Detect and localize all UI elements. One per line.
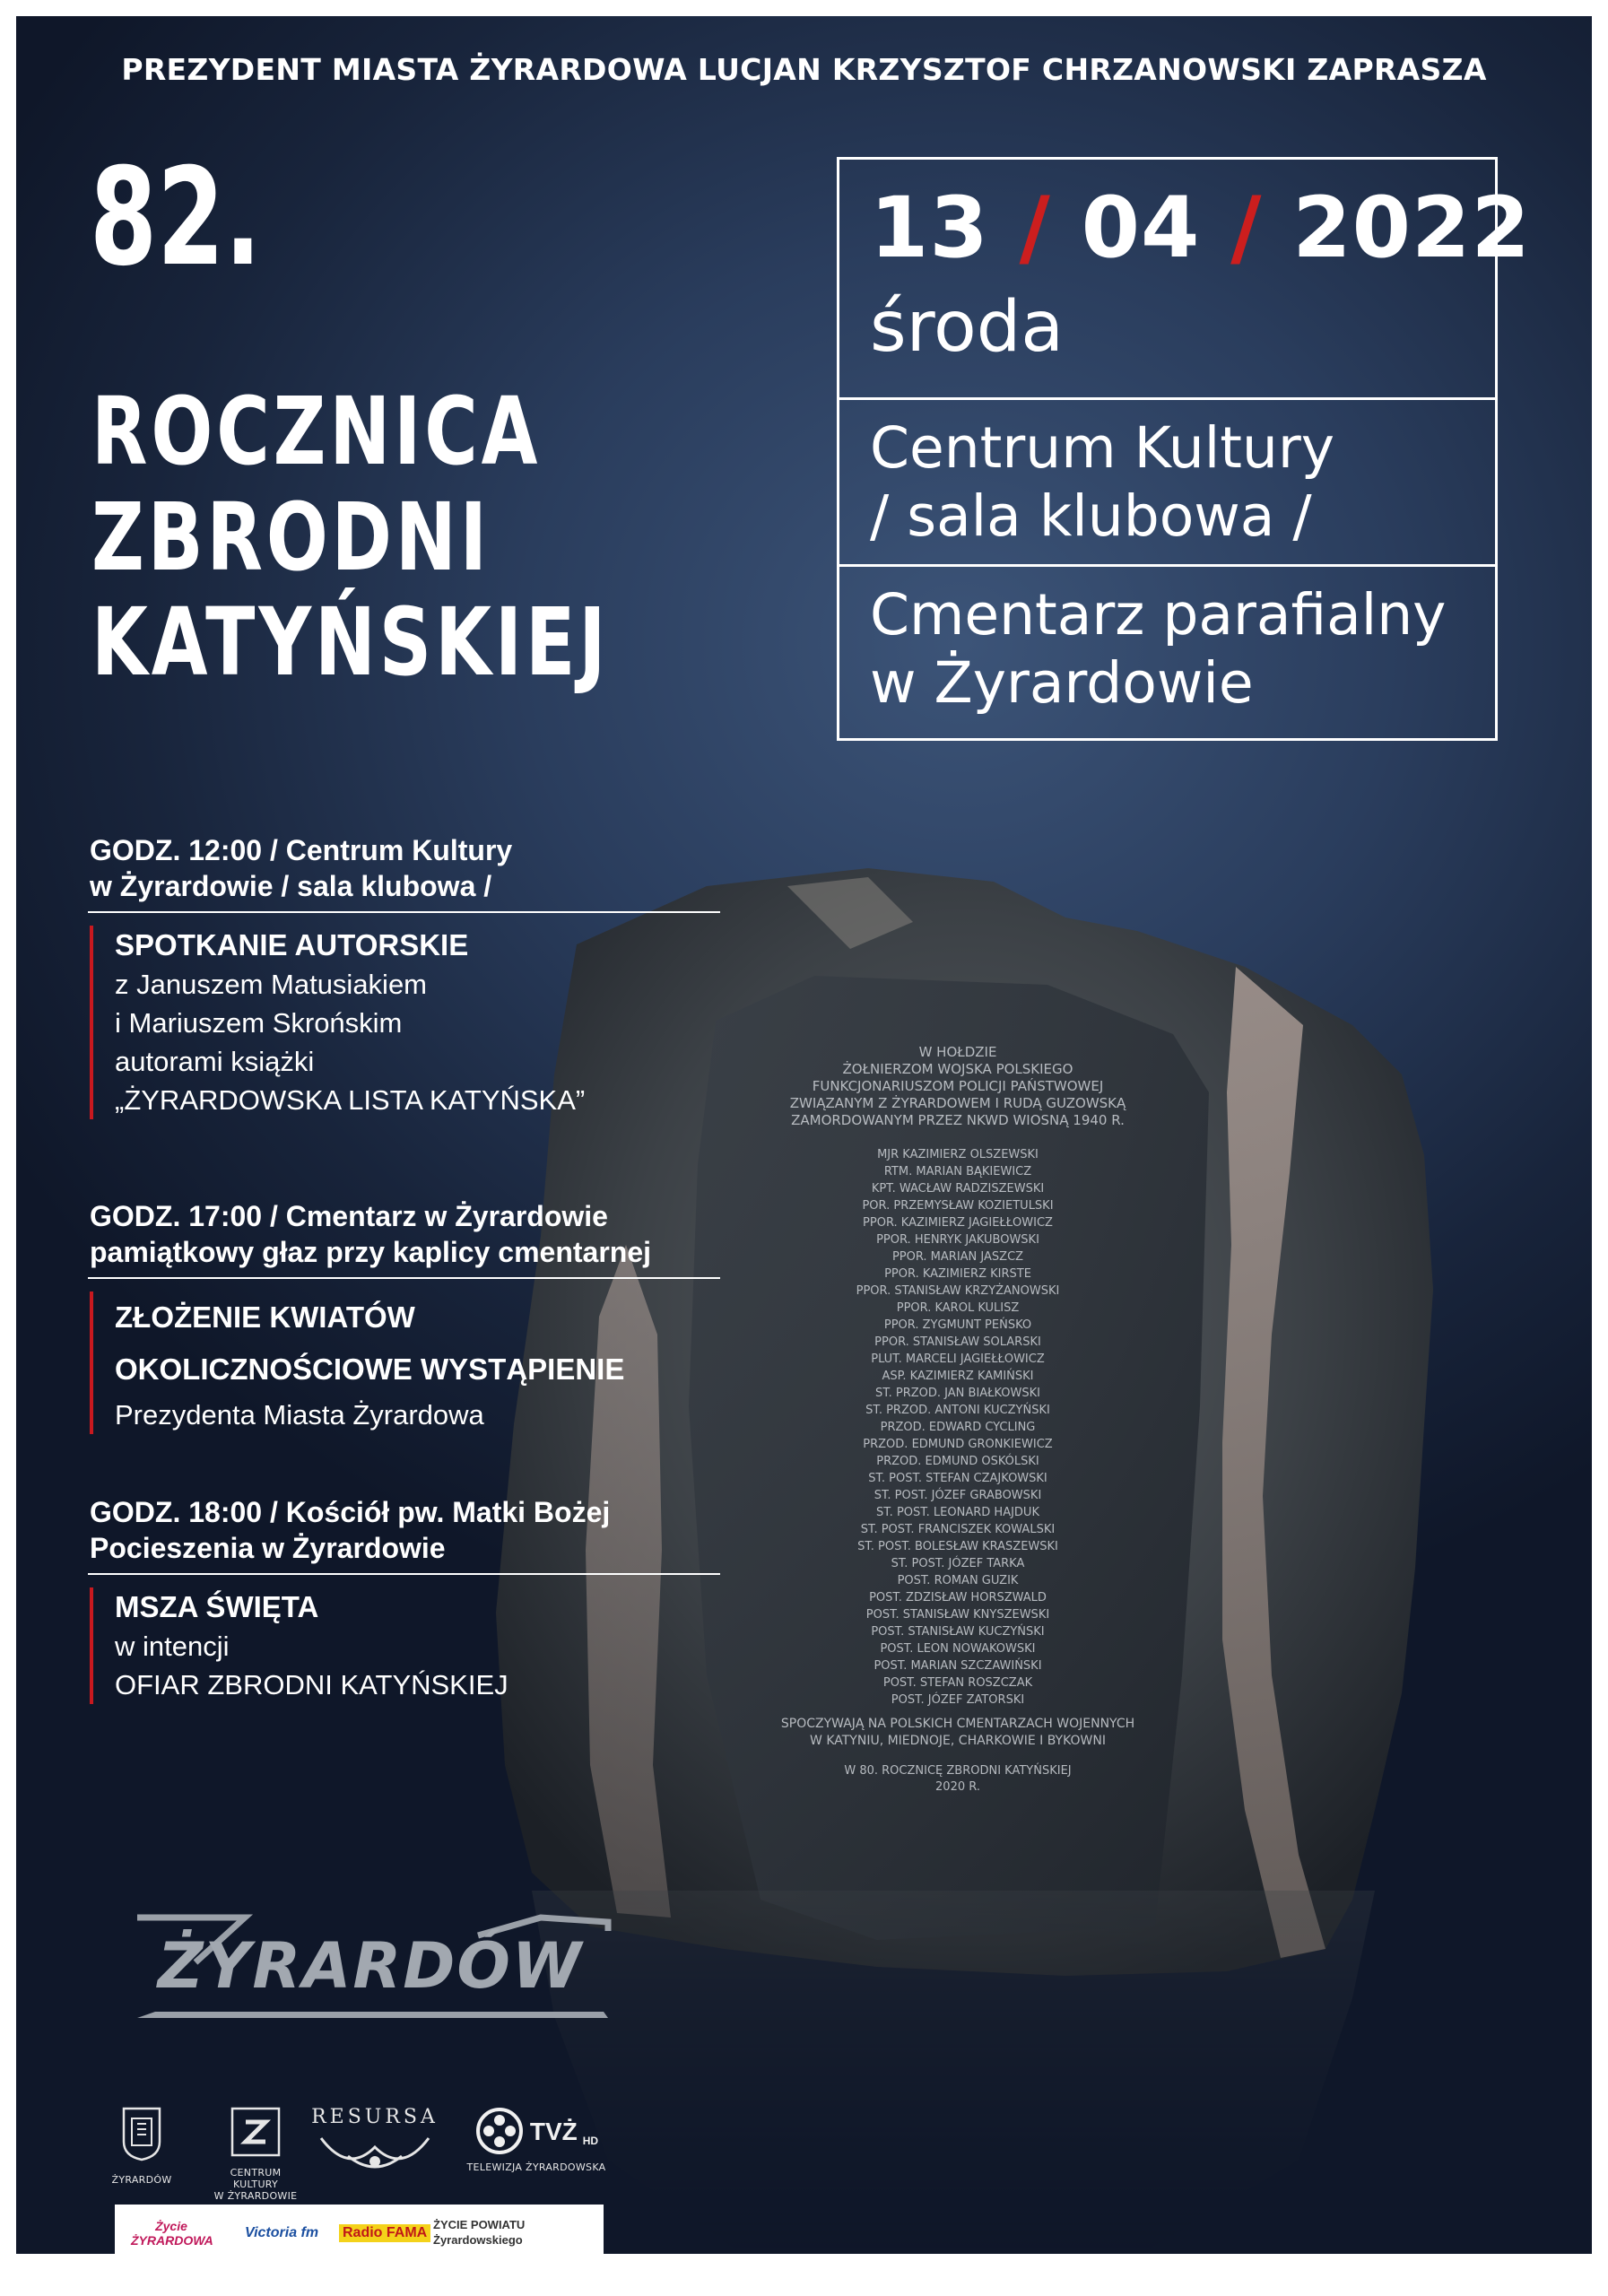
tvz-logo — [465, 2106, 608, 2173]
time-line: pamiątkowy głaz przy kaplicy cmentarnej — [90, 1236, 652, 1268]
inscription-name: PPOR. STANISŁAW SOLARSKI — [874, 1335, 1041, 1349]
stone-reflection — [491, 1891, 1592, 2254]
schedule-title: OKOLICZNOŚCIOWE WYSTĄPIENIE — [115, 1352, 625, 1386]
poster — [16, 16, 1592, 2254]
resursa-logo — [303, 2106, 447, 2181]
inscription-name: ST. POST. JÓZEF TARKA — [891, 1557, 1025, 1570]
title-line-3: KATYŃSKIEJ — [91, 587, 610, 698]
date-separator: / — [1230, 179, 1263, 277]
schedule-item-1 — [90, 832, 720, 1119]
invitation-line: PREZYDENT MIASTA ŻYRARDOWA LUCJAN KRZYSZTOF CHRZANOWSKI ZAPRASZA — [121, 52, 1487, 87]
inscription-name: PPOR. KAZIMIERZ JAGIEŁŁOWICZ — [863, 1216, 1053, 1230]
schedule-line: w intencji — [115, 1631, 230, 1662]
inscription-footer-line: W 80. ROCZNICĘ ZBRODNI KATYŃSKIEJ — [844, 1764, 1072, 1778]
title-line-2: ZBRODNI — [91, 482, 491, 592]
media-partners-strip — [115, 2205, 604, 2254]
schedule-title: SPOTKANIE AUTORSKIE — [115, 928, 469, 961]
inscription-name: RTM. MARIAN BĄKIEWICZ — [883, 1165, 1032, 1178]
date-separator: / — [1019, 179, 1051, 277]
centrum-caption-1: CENTRUM KULTURY — [230, 2167, 282, 2190]
venue-2-line-2: w Żyrardowie — [870, 649, 1254, 716]
anniversary-number: 82. — [90, 140, 262, 296]
inscription-footer-line: SPOCZYWAJĄ NA POLSKICH CMENTARZACH WOJENNYCH — [780, 1717, 1135, 1731]
inscription-name: POST. STANISŁAW KUCZYŃSKI — [871, 1625, 1045, 1639]
date-year: 2022 — [1292, 179, 1531, 277]
inscription-name: ST. POST. LEONARD HAJDUK — [876, 1506, 1039, 1519]
schedule-line: i Mariuszem Skrońskim — [115, 1007, 403, 1039]
tvz-text: TVŻ — [529, 2117, 578, 2145]
inscription-name: ST. PRZOD. ANTONI KUCZYŃSKI — [865, 1404, 1050, 1417]
inscription-name: ST. POST. STEFAN CZAJKOWSKI — [868, 1472, 1047, 1485]
date-section — [839, 160, 1531, 400]
inscription-name: ST. POST. JÓZEF GRABOWSKI — [874, 1489, 1042, 1502]
inscription-name: POST. ROMAN GUZIK — [897, 1574, 1019, 1587]
inscription-name: PPOR. ZYGMUNT PEŃSKO — [883, 1318, 1032, 1332]
venue-2 — [870, 581, 1446, 717]
inscription-name: POST. ZDZISŁAW HORSZWALD — [869, 1591, 1047, 1605]
schedule-line: autorami książki — [115, 1046, 315, 1077]
venue-1-section — [839, 400, 1495, 567]
inscription-name: PPOR. HENRYK JAKUBOWSKI — [876, 1233, 1039, 1247]
venue-1 — [870, 414, 1334, 550]
radio-fama-logo: Radio FAMA — [339, 2224, 430, 2242]
inscription-name: POST. STEFAN ROSZCZAK — [882, 1676, 1033, 1690]
event-weekday: środa — [870, 287, 1065, 368]
tvz-caption: TELEWIZJA ŻYRARDOWSKA — [466, 2161, 606, 2173]
city-crest-logo — [110, 2106, 173, 2186]
divider — [88, 911, 720, 913]
time-line: w Żyrardowie / sala klubowa / — [90, 870, 492, 902]
inscription-name: POST. JÓZEF ZATORSKI — [891, 1693, 1025, 1707]
event-date — [870, 179, 1531, 277]
inscription-name: PPOR. KAZIMIERZ KIRSTE — [884, 1267, 1031, 1281]
inscription-name: PPOR. KAROL KULISZ — [896, 1301, 1020, 1315]
zyrardow-logo-text: ŻYRARDÓW — [157, 1929, 584, 2003]
time-line: Pocieszenia w Żyrardowie — [90, 1532, 446, 1564]
resursa-ornament-icon — [312, 2129, 438, 2178]
tvz-mark — [465, 2106, 608, 2156]
schedule-details-3 — [90, 1587, 720, 1704]
inscription-name: POST. LEON NOWAKOWSKI — [880, 1642, 1036, 1656]
event-title — [91, 379, 609, 696]
schedule-line: Prezydenta Miasta Żyrardowa — [115, 1399, 484, 1431]
centrum-kultury-logo — [206, 2106, 305, 2202]
event-info-box — [837, 157, 1531, 741]
city-crest-icon — [121, 2106, 162, 2161]
partner-logos — [16, 2106, 644, 2213]
time-line: GODZ. 12:00 / Centrum Kultury — [90, 834, 513, 866]
inscription-header-line: W HOŁDZIE — [918, 1044, 997, 1060]
schedule-item-2 — [90, 1198, 720, 1434]
title-line-1: ROCZNICA — [91, 377, 542, 486]
inscription-name: MJR KAZIMIERZ OLSZEWSKI — [877, 1148, 1039, 1161]
centrum-caption-2: W ŻYRARDOWIE — [213, 2190, 298, 2202]
inscription-name: KPT. WACŁAW RADZISZEWSKI — [871, 1182, 1045, 1196]
date-month: 04 — [1081, 179, 1201, 277]
venue-2-line-1: Cmentarz parafialny — [870, 582, 1447, 648]
inscription-name: ST. POST. BOLESŁAW KRASZEWSKI — [857, 1540, 1058, 1553]
inscription-name: ST. POST. FRANCISZEK KOWALSKI — [860, 1523, 1056, 1536]
centrum-kultury-icon — [230, 2106, 282, 2158]
inscription-header-line: FUNKCJONARIUSZOM POLICJI PAŃSTWOWEJ — [812, 1078, 1104, 1094]
schedule-title: MSZA ŚWIĘTA — [115, 1590, 319, 1623]
inscription-footer-line: W KATYNIU, MIEDNOJE, CHARKOWIE I BYKOWNI — [810, 1734, 1106, 1748]
divider — [88, 1277, 720, 1279]
venue-1-line-2: / sala klubowa / — [870, 483, 1312, 549]
inscription-name: PRZOD. EDMUND GRONKIEWICZ — [863, 1438, 1053, 1451]
inscription-name: PLUT. MARCELI JAGIEŁŁOWICZ — [871, 1352, 1045, 1366]
schedule-line: OFIAR ZBRODNI KATYŃSKIEJ — [115, 1669, 508, 1700]
schedule-line: z Januszem Matusiakiem — [115, 969, 428, 1000]
schedule-line: „ŻYRARDOWSKA LISTA KATYŃSKA” — [115, 1084, 586, 1116]
resursa-text: RESURSA — [311, 2106, 439, 2128]
inscription-name: POR. PRZEMYSŁAW KOZIETULSKI — [862, 1199, 1054, 1213]
time-line: GODZ. 18:00 / Kościół pw. Matki Bożej — [90, 1496, 611, 1528]
schedule-time-2 — [90, 1198, 720, 1270]
inscription-name: PRZOD. EDWARD CYCLING — [880, 1421, 1036, 1434]
inscription-name: ST. PRZOD. JAN BIAŁKOWSKI — [874, 1387, 1041, 1400]
divider — [88, 1573, 720, 1575]
inscription-header-line: ŻOŁNIERZOM WOJSKA POLSKIEGO — [842, 1061, 1073, 1077]
zycie-zyrardowa-logo: Życie ŻYRARDOWA — [131, 2219, 213, 2248]
schedule-time-1 — [90, 832, 720, 904]
inscription-name: POST. MARIAN SZCZAWIŃSKI — [874, 1659, 1042, 1673]
venue-2-section — [839, 567, 1495, 738]
inscription-name: PPOR. MARIAN JASZCZ — [891, 1250, 1024, 1264]
city-crest-caption: ŻYRARDÓW — [111, 2174, 172, 2186]
schedule-time-3 — [90, 1494, 720, 1566]
zycie-powiatu-logo: ŻYCIE POWIATU Żyrardowskiego — [433, 2218, 526, 2247]
inscription-name: ASP. KAZIMIERZ KAMIŃSKI — [882, 1370, 1034, 1383]
schedule-details-2 — [90, 1292, 720, 1434]
inscription-header-line: ZWIĄZANYM Z ŻYRARDOWEM I RUDĄ GUZOWSKĄ — [789, 1095, 1126, 1111]
zyrardow-logo — [119, 1909, 621, 2025]
date-day: 13 — [870, 179, 989, 277]
time-line: GODZ. 17:00 / Cmentarz w Żyrardowie — [90, 1200, 608, 1232]
film-reel-icon — [474, 2106, 525, 2156]
schedule-title: ZŁOŻENIE KWIATÓW — [115, 1300, 415, 1334]
schedule-item-3 — [90, 1494, 720, 1704]
tvz-hd: HD — [582, 2135, 599, 2147]
inscription-footer-line: 2020 R. — [935, 1780, 980, 1794]
inscription-name: PRZOD. EDMUND OSKÓLSKI — [876, 1455, 1039, 1468]
victoria-fm-logo: Victoria fm — [245, 2225, 319, 2240]
venue-1-line-1: Centrum Kultury — [870, 415, 1335, 481]
schedule-details-1 — [90, 926, 720, 1119]
inscription-name: PPOR. STANISŁAW KRZYŻANOWSKI — [856, 1284, 1060, 1298]
inscription-header-line: ZAMORDOWANYM PRZEZ NKWD WIOSNĄ 1940 R. — [791, 1112, 1125, 1128]
inscription-name: POST. STANISŁAW KNYSZEWSKI — [865, 1608, 1050, 1622]
